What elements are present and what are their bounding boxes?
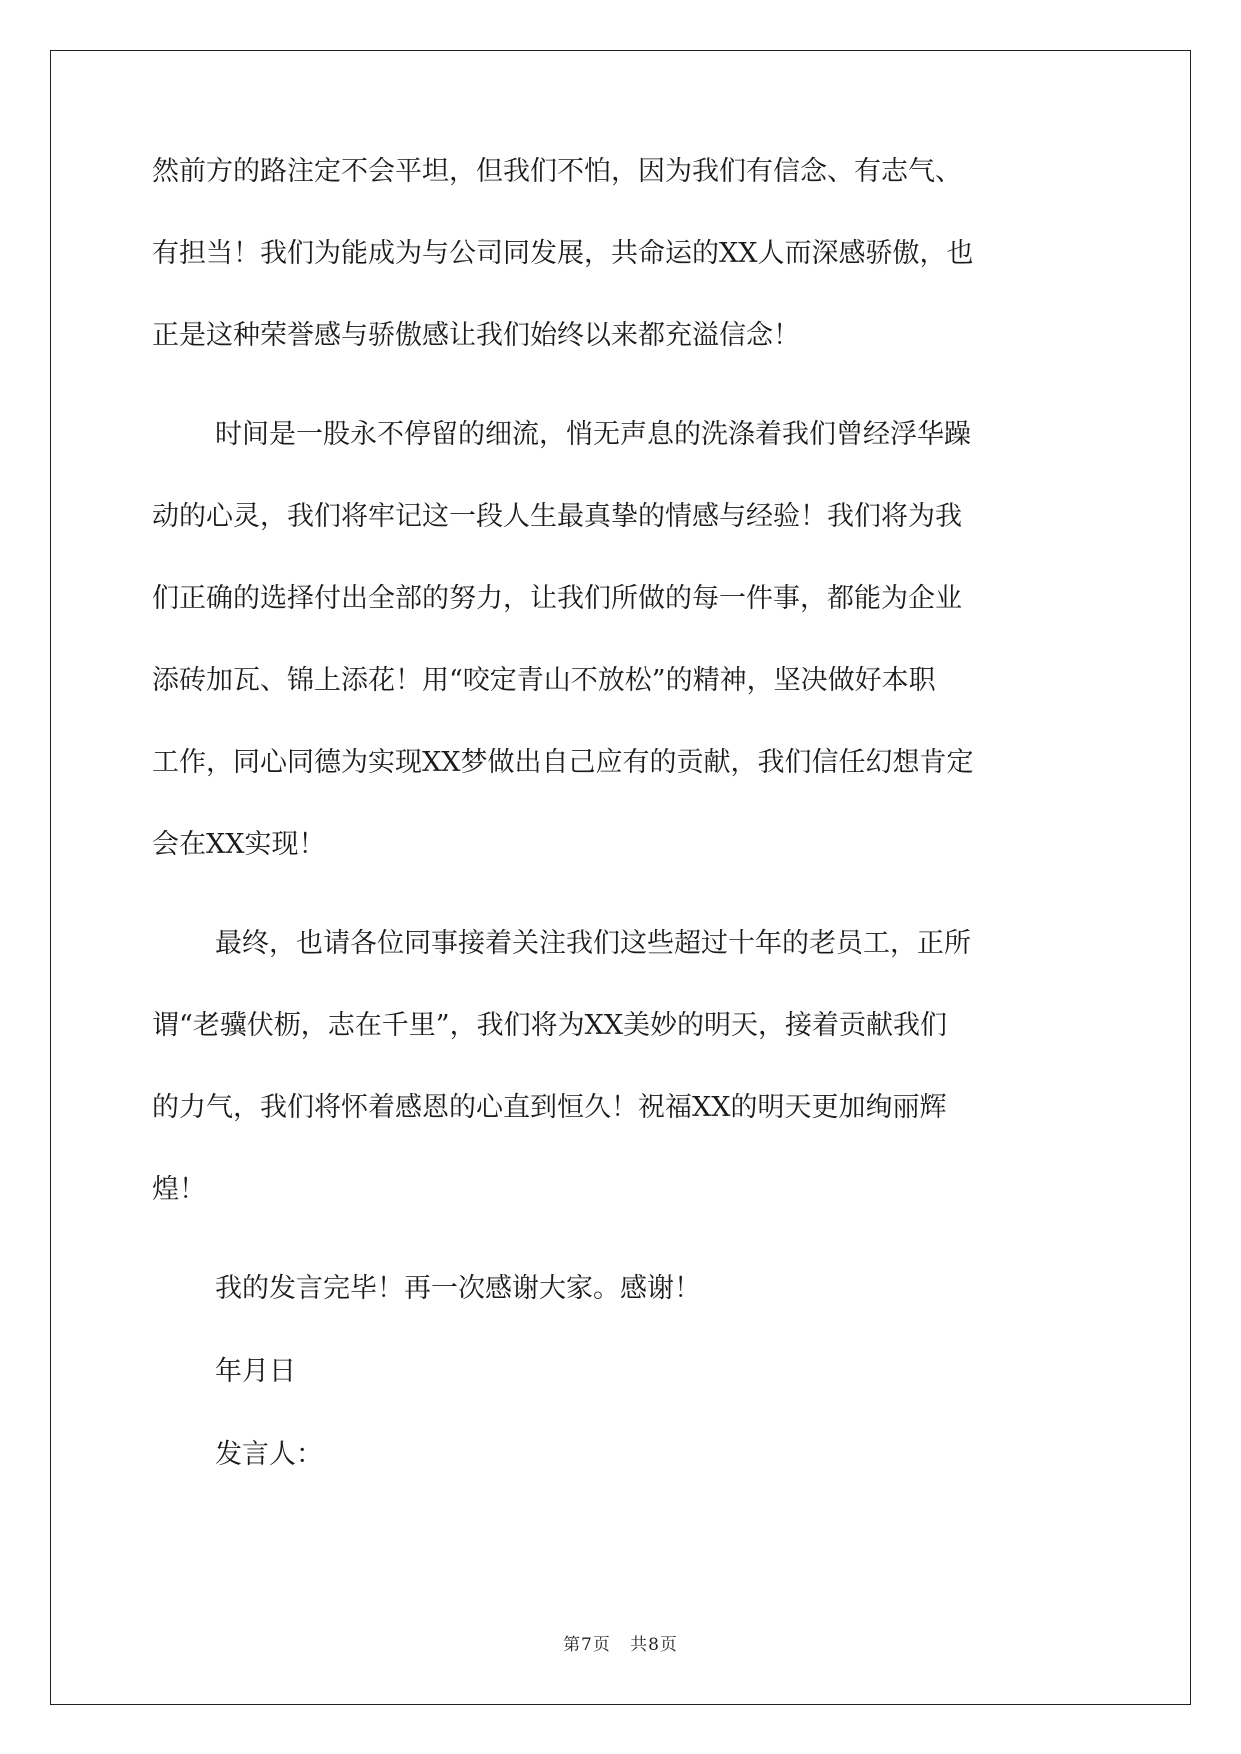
text-line: 动的心灵，我们将牢记这一段人生最真挚的情感与经验！我们将为我: [152, 501, 962, 532]
closing-line: 我的发言完毕！再一次感谢大家。感谢！: [215, 1273, 701, 1304]
page-number: 第7页: [563, 1635, 611, 1655]
text-line: 正是这种荣誉感与骄傲感让我们始终以来都充溢信念！: [152, 320, 800, 351]
text-line: 的力气，我们将怀着感恩的心直到恒久！祝福XX的明天更加绚丽辉: [152, 1092, 947, 1123]
text-line: 谓“老骥伏枥，志在千里”，我们将为XX美妙的明天，接着贡献我们: [152, 1010, 948, 1041]
date-line: 年月日: [215, 1356, 296, 1387]
text-line: 们正确的选择付出全部的努力，让我们所做的每一件事，都能为企业: [152, 583, 962, 614]
text-line: 工作，同心同德为实现XX梦做出自己应有的贡献，我们信任幻想肯定: [152, 747, 974, 778]
text-line: 会在XX实现！: [152, 829, 326, 860]
page-footer: [0, 1630, 1241, 1655]
text-line: 有担当！我们为能成为与公司同发展，共命运的XX人而深感骄傲，也: [152, 238, 974, 269]
page-total: 共8页: [630, 1635, 678, 1655]
paragraph-start-line: 最终，也请各位同事接着关注我们这些超过十年的老员工，正所: [215, 928, 971, 959]
speaker-line: 发言人：: [215, 1439, 323, 1470]
text-line: 然前方的路注定不会平坦，但我们不怕，因为我们有信念、有志气、: [152, 156, 962, 187]
paragraph-start-line: 时间是一股永不停留的细流，悄无声息的洗涤着我们曾经浮华躁: [215, 419, 971, 450]
text-line: 煌！: [152, 1174, 206, 1205]
text-line: 添砖加瓦、锦上添花！用“咬定青山不放松”的精神，坚决做好本职: [152, 665, 936, 696]
